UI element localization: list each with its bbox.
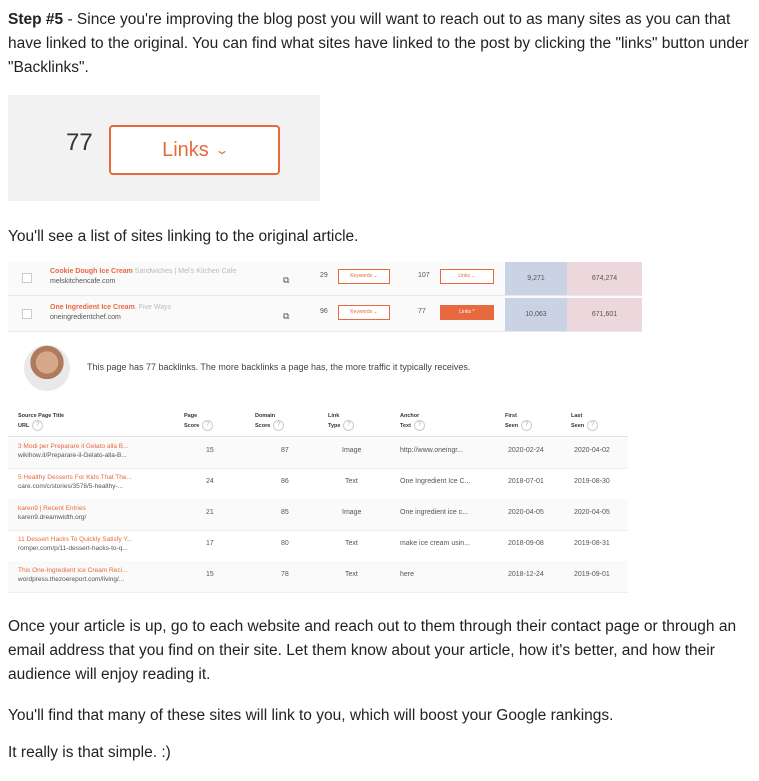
last-seen: 2019-09-01: [574, 571, 610, 578]
traffic-value: 671,601: [567, 298, 642, 331]
external-link-icon[interactable]: ⧉: [283, 275, 290, 285]
step-label: Step #5: [8, 11, 64, 28]
table-row: [8, 561, 628, 593]
closing-paragraph: It really is that simple. :): [8, 744, 171, 761]
step-paragraph: [8, 8, 753, 80]
last-seen: 2020-04-05: [574, 509, 610, 516]
help-icon: ?: [587, 420, 598, 431]
result-row: [8, 262, 642, 296]
page-score: 21: [206, 509, 214, 516]
avatar: [24, 345, 70, 391]
table-header: [8, 411, 628, 437]
header-last-seen: Last Seen ?: [571, 413, 598, 431]
domain-score: 86: [281, 478, 289, 485]
visits-value: 9,271: [505, 262, 567, 295]
links-widget-image: [8, 95, 320, 201]
links-button[interactable]: Links ⌄: [440, 269, 494, 284]
source-url[interactable]: wikihow.it/Preparare-il-Gelato-alla-B...: [18, 452, 127, 459]
outreach-paragraph: Once your article is up, go to each website and reach out to them through their contact page or through an email address that you find on their site. Let them know about your article, how it's better, and how their audience will enjoy reading it.: [8, 618, 737, 683]
keywords-count: 96: [320, 308, 328, 315]
link-type: Image: [342, 447, 362, 454]
help-icon: ?: [32, 420, 43, 431]
result-title[interactable]: Cookie Dough Ice Cream Sandwiches | Mel's Kitchen Cafe: [50, 268, 237, 275]
first-seen: 2020-04-05: [508, 509, 544, 516]
last-seen: 2020-04-02: [574, 447, 610, 454]
source-url[interactable]: wordpress.thezoereport.com/living/...: [18, 576, 125, 583]
domain-score: 85: [281, 509, 289, 516]
external-link-icon[interactable]: ⧉: [283, 311, 290, 321]
source-title[interactable]: 11 Dessert Hacks To Quickly Satisfy Y...: [18, 536, 133, 543]
header-first-seen: First Seen ?: [505, 413, 532, 431]
help-icon: ?: [521, 420, 532, 431]
domain-score: 80: [281, 540, 289, 547]
header-link-type: Link Type ?: [328, 413, 354, 431]
source-url[interactable]: care.com/c/stories/3578/5-healthy-...: [18, 483, 124, 490]
last-seen: 2019-08-30: [574, 478, 610, 485]
backlinks-count: 77: [66, 129, 93, 156]
links-button-active[interactable]: Links ^: [440, 305, 494, 320]
domain-score: 78: [281, 571, 289, 578]
header-source: Source Page Title URL ?: [18, 413, 64, 431]
result-title[interactable]: One Ingredient Ice Cream, Five Ways: [50, 304, 172, 311]
first-seen: 2018-07-01: [508, 478, 544, 485]
result-site: oneingredientchef.com: [50, 314, 121, 321]
link-type: Text: [345, 540, 358, 547]
keywords-button[interactable]: Keywords ⌄: [338, 269, 390, 284]
row-checkbox[interactable]: [22, 273, 32, 283]
help-icon: ?: [273, 420, 284, 431]
anchor-text: make ice cream usin...: [400, 540, 471, 547]
row-checkbox[interactable]: [22, 309, 32, 319]
page-score: 15: [206, 571, 214, 578]
table-row: [8, 468, 628, 500]
source-title[interactable]: karen9 | Recent Entries: [18, 505, 86, 512]
link-type: Text: [345, 478, 358, 485]
step-text: - Since you're improving the blog post you will want to reach out to as many sites as you can that have linked to the original. You can find what sites have linked to the post by clicking the "links" button under "Backlinks".: [8, 11, 749, 76]
links-count: 77: [418, 308, 426, 315]
source-title[interactable]: 3 Modi per Preparare il Gelato alla B...: [18, 443, 129, 450]
table-row: [8, 530, 628, 562]
ranking-paragraph: You'll find that many of these sites will link to you, which will boost your Google rankings.: [8, 707, 614, 724]
page-score: 15: [206, 447, 214, 454]
traffic-value: 674,274: [567, 262, 642, 295]
header-page-score: Page Score ?: [184, 413, 213, 431]
anchor-text: One ingredient ice c...: [400, 509, 469, 516]
help-icon: ?: [414, 420, 425, 431]
source-url[interactable]: romper.com/p/11-dessert-hacks-to-q...: [18, 545, 128, 552]
keywords-count: 29: [320, 272, 328, 279]
help-icon: ?: [343, 420, 354, 431]
header-anchor-text: Anchor Text ?: [400, 413, 425, 431]
domain-score: 87: [281, 447, 289, 454]
first-seen: 2018-12-24: [508, 571, 544, 578]
list-intro: You'll see a list of sites linking to the original article.: [8, 228, 359, 245]
result-row: [8, 298, 642, 332]
links-button-label: Links: [162, 138, 209, 161]
first-seen: 2018-09-08: [508, 540, 544, 547]
help-icon: ?: [202, 420, 213, 431]
table-row: [8, 437, 628, 469]
anchor-text: here: [400, 571, 415, 578]
source-url[interactable]: karen9.dreamwidth.org/: [18, 514, 87, 521]
first-seen: 2020-02-24: [508, 447, 544, 454]
links-count: 107: [418, 272, 430, 279]
source-title[interactable]: 5 Healthy Desserts For Kids That The...: [18, 474, 132, 481]
last-seen: 2019-08-31: [574, 540, 610, 547]
page-score: 17: [206, 540, 214, 547]
anchor-text: http://www.oneingr...: [400, 447, 464, 454]
results-table: [8, 262, 642, 332]
visits-value: 10,063: [505, 298, 567, 331]
header-domain-score: Domain Score ?: [255, 413, 284, 431]
link-type: Text: [345, 571, 358, 578]
table-row: [8, 499, 628, 531]
anchor-text: One Ingredient Ice C...: [400, 478, 471, 485]
source-title[interactable]: This One-Ingredient Ice Cream Reci...: [18, 567, 128, 574]
chevron-down-icon: ⌄: [214, 143, 230, 157]
backlinks-banner: This page has 77 backlinks. The more backlinks a page has, the more traffic it typically receives.: [87, 362, 471, 372]
links-button[interactable]: [109, 125, 280, 175]
page-score: 24: [206, 478, 214, 485]
keywords-button[interactable]: Keywords ⌄: [338, 305, 390, 320]
link-type: Image: [342, 509, 362, 516]
result-site: melskitchencafe.com: [50, 278, 116, 285]
